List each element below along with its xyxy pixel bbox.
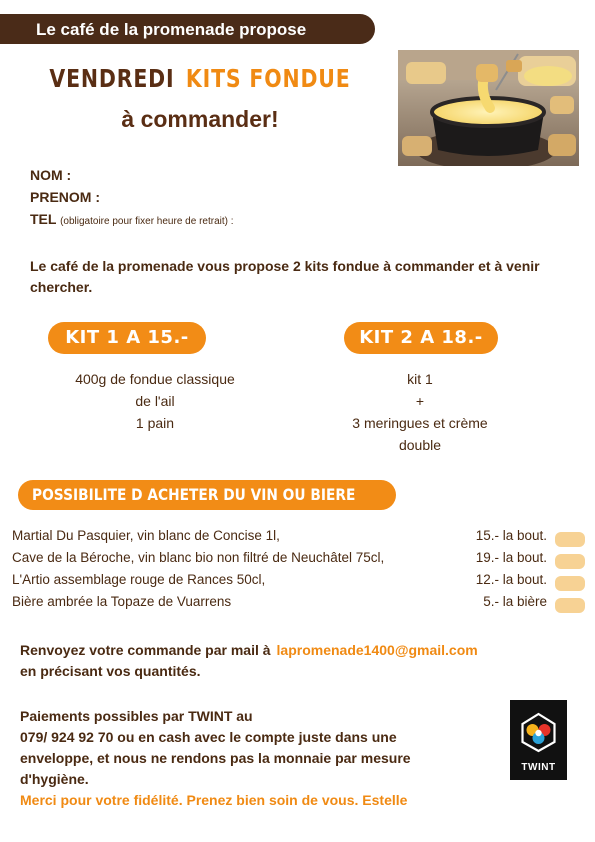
quantity-box[interactable]: [555, 554, 585, 569]
kit2-line: kit 1: [407, 371, 433, 387]
wine-name: Cave de la Béroche, vin blanc bio non filtré de Neuchâtel 75cl,: [12, 550, 385, 565]
header-banner: [0, 14, 375, 44]
nom-label: NOM :: [30, 167, 72, 183]
wine-price: 19.- la bout.: [475, 550, 547, 565]
kit2-line: 3 meringues et crème: [352, 415, 488, 431]
wine-name: Bière ambrée la Topaze de Vuarrens: [12, 594, 232, 609]
wine-item: [12, 548, 587, 568]
fondue-photo: [398, 50, 579, 166]
payment-line: 079/ 924 92 70 ou en cash avec le compte juste dans une: [20, 729, 397, 745]
wine-item: [12, 526, 587, 546]
order-email[interactable]: lapromenade1400@gmail.com: [276, 642, 478, 658]
wine-section-title: [18, 480, 396, 510]
kit1-line: 400g de fondue classique: [75, 371, 235, 387]
wine-name: Martial Du Pasquier, vin blanc de Concise 1l,: [12, 528, 280, 543]
payment-line: enveloppe, et nous ne rendons pas la monnaie par mesure: [20, 750, 411, 766]
order-line-1: [20, 640, 575, 661]
order-line-2: en précisant vos quantités.: [20, 663, 201, 679]
kit2-line: +: [415, 393, 425, 409]
kit2-description: [300, 368, 540, 456]
thanks-message: Merci pour votre fidélité. Prenez bien soin de vous. Estelle: [20, 792, 408, 808]
quantity-box[interactable]: [555, 576, 585, 591]
quantity-box[interactable]: [555, 598, 585, 613]
kit2-pill: KIT 2 A 18.-: [344, 322, 498, 354]
quantity-box[interactable]: [555, 532, 585, 547]
intro-text: Le café de la promenade vous propose 2 kits fondue à commander et à venir chercher.: [30, 258, 540, 295]
kit1-pill: KIT 1 A 15.-: [48, 322, 206, 354]
order-text: Renvoyez votre commande par mail à: [20, 642, 271, 658]
banner-title: Le café de la promenade propose: [36, 20, 307, 39]
kit2-line: double: [398, 437, 442, 453]
kit1-description: [20, 368, 290, 434]
headline-day: VENDREDI: [49, 64, 175, 93]
tel-note: (obligatoire pour fixer heure de retrait) :: [60, 216, 234, 227]
twint-label: TWINT: [521, 762, 556, 773]
payment-line: Paiements possibles par TWINT au: [20, 708, 253, 724]
payment-line: d'hygiène.: [20, 771, 89, 787]
wine-price: 5.- la bière: [483, 594, 547, 609]
wine-price: 15.- la bout.: [475, 528, 547, 543]
headline-kits: KITS FONDUE: [185, 64, 351, 93]
wine-name: L'Artio assemblage rouge de Rances 50cl,: [12, 572, 266, 587]
fondue-photo-illustration: [398, 50, 579, 166]
twint-logo-icon: [510, 700, 567, 762]
kit1-line: de l'ail: [135, 393, 175, 409]
kit1-line: 1 pain: [135, 415, 175, 431]
wine-item: [12, 570, 587, 590]
payment-info: [20, 706, 500, 790]
wine-item: [12, 592, 587, 612]
wine-title-text: POSSIBILITE D ACHETER DU VIN OU BIERE: [32, 485, 356, 504]
contact-fields: [30, 164, 234, 233]
order-instructions: [20, 640, 575, 682]
twint-logo: [510, 700, 567, 780]
tel-line: [30, 208, 234, 233]
subheadline: à commander!: [121, 106, 279, 132]
tel-label: TEL: [30, 211, 57, 227]
wine-price: 12.- la bout.: [475, 572, 547, 587]
headline: [36, 64, 364, 93]
prenom-label: PRENOM :: [30, 189, 100, 205]
